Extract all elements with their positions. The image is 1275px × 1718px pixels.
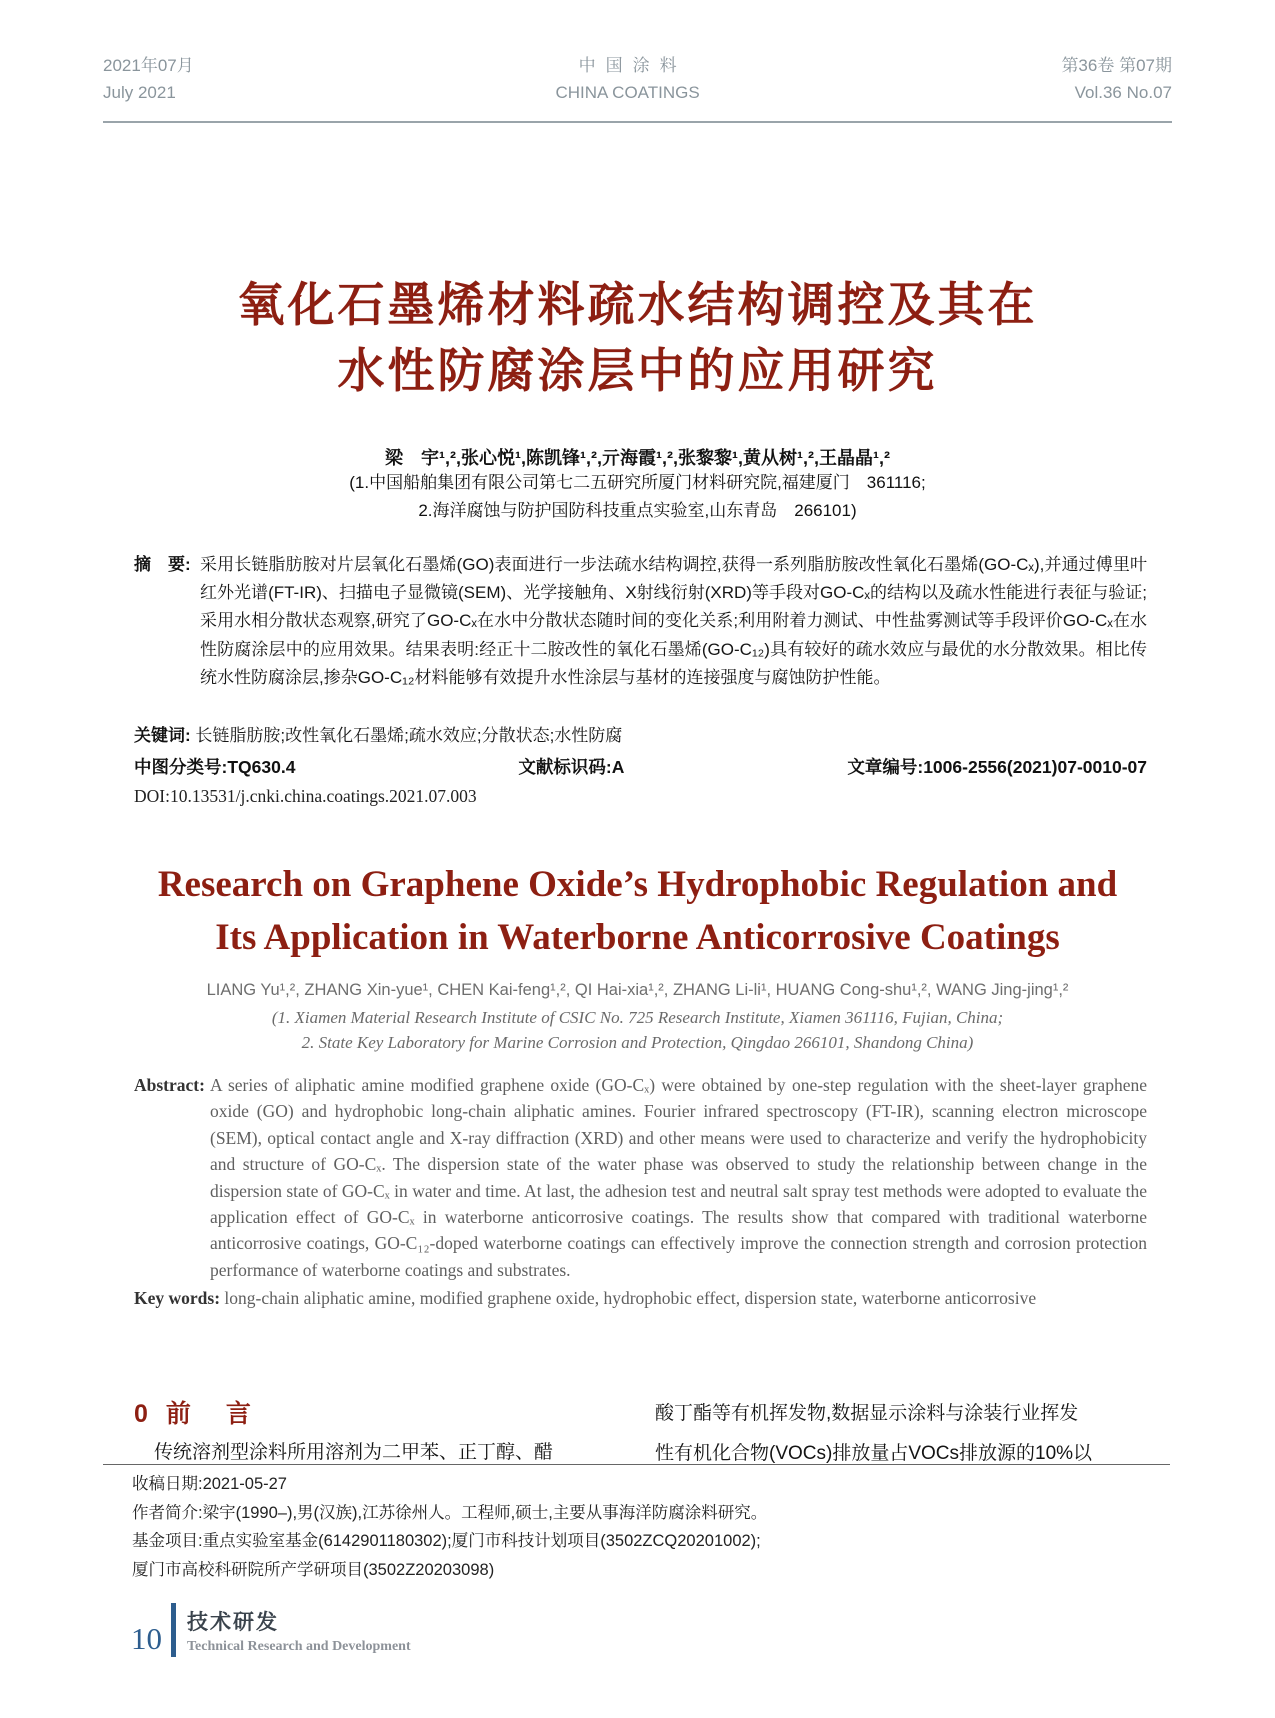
document-code [518, 754, 624, 779]
footer-column-en: Technical Research and Development [187, 1638, 411, 1654]
intro-column-right-line2: 性有机化合物(VOCs)排放量占VOCs排放源的10%以 [655, 1443, 1093, 1464]
section-0-heading [134, 1394, 265, 1430]
article-title-en-line2: Its Application in Waterborne Anticorrosive Coatings [215, 917, 1060, 958]
footnote-fund-line2: 厦门市高校科研院所产学研项目(3502Z20203098) [132, 1561, 495, 1580]
abstract-en [134, 1072, 1147, 1283]
authors-cn: 梁 宇¹,²,张心悦¹,陈凯锋¹,²,亓海霞¹,²,张黎黎¹,黄从树¹,²,王晶晶¹,² [385, 448, 890, 468]
article-title-cn-line1: 氧化石墨烯材料疏水结构调控及其在 [237, 278, 1038, 331]
footnote-received-date: 收稿日期:2021-05-27 [132, 1475, 287, 1493]
header-issue-date [103, 52, 194, 106]
section-0-number: 0 [134, 1400, 148, 1428]
affiliation-en-line2: 2. State Key Laboratory for Marine Corrosion and Protection, Qingdao 266101, Shandong China) [301, 1033, 974, 1052]
journal-name-cn: 中国涂料 [578, 56, 687, 75]
clc-value: TQ630.4 [227, 757, 296, 777]
article-title-en-line1: Research on Graphene Oxide’s Hydrophobic Regulation and [157, 864, 1118, 905]
affiliation-cn-line2: 2.海洋腐蚀与防护国防科技重点实验室,山东青岛 266101) [418, 501, 857, 520]
keywords-cn-label: 关键词: [134, 726, 191, 745]
journal-name-en: CHINA COATINGS [555, 83, 700, 102]
article-id [847, 754, 1147, 779]
footer-column-name [187, 1603, 411, 1657]
authors-en: LIANG Yu¹,², ZHANG Xin-yue¹, CHEN Kai-feng¹,², QI Hai-xia¹,², ZHANG Li-li¹, HUANG Cong-shu¹,², WANG Jing-jing¹,² [206, 981, 1069, 999]
keywords-cn-text: 长链脂肪胺;改性氧化石墨烯;疏水效应;分散状态;水性防腐 [195, 726, 623, 745]
page-footer [131, 1603, 411, 1657]
footnote-divider [103, 1464, 1170, 1465]
header-date-cn: 2021年07月 [103, 56, 194, 75]
affiliations-cn [0, 469, 1275, 525]
header-volume-issue [1061, 52, 1172, 106]
article-id-label: 文章编号: [847, 757, 924, 777]
keywords-en-label: Key words: [134, 1288, 221, 1308]
header-journal-name [555, 52, 699, 106]
intro-column-right-line1: 酸丁酯等有机挥发物,数据显示涂料与涂装行业挥发 [655, 1403, 1079, 1424]
section-0-title: 前 言 [165, 1400, 265, 1428]
keywords-en [134, 1288, 1147, 1309]
header-issue-cn: 第36卷 第07期 [1061, 56, 1172, 75]
footnote-author-bio: 作者简介:梁宇(1990–),男(汉族),江苏徐州人。工程师,硕士,主要从事海洋防腐涂料研究。 [132, 1503, 768, 1522]
header-divider [103, 121, 1172, 123]
article-title-en [0, 858, 1275, 964]
header-date-en: July 2021 [103, 83, 176, 102]
footnotes [132, 1470, 1147, 1585]
footnote-fund-line1: 基金项目:重点实验室基金(6142901180302);厦门市科技计划项目(3502ZCQ20201002); [132, 1532, 761, 1551]
abstract-cn [134, 551, 1147, 692]
running-header [103, 52, 1172, 106]
keywords-cn [134, 721, 1147, 746]
affiliation-en-line1: (1. Xiamen Material Research Institute of CSIC No. 725 Research Institute, Xiamen 361116, Fujian, China; [271, 1008, 1004, 1027]
keywords-en-text: long-chain aliphatic amine, modified graphene oxide, hydrophobic effect, dispersion state, waterborne anticorrosive [224, 1288, 1037, 1308]
header-issue-en: Vol.36 No.07 [1074, 83, 1172, 102]
article-title-cn-line2: 水性防腐涂层中的应用研究 [337, 344, 938, 397]
footer-vertical-bar [171, 1603, 176, 1657]
classification-row [134, 754, 1147, 779]
intro-column-left: 传统溶剂型涂料所用溶剂为二甲苯、正丁醇、醋 [154, 1442, 554, 1463]
clc-label: 中图分类号: [134, 757, 228, 777]
abstract-en-label: Abstract: [134, 1075, 205, 1095]
abstract-cn-text: 采用长链脂肪胺对片层氧化石墨烯(GO)表面进行一步法疏水结构调控,获得一系列脂肪胺改性氧化石墨烯(GO-Cₓ),并通过傅里叶红外光谱(FT-IR)、扫描电子显微镜(SEM)、光学接触角、X射线衍射(XRD)等手段对GO-Cₓ的结构以及疏水性能进行表征与验证;采用水相分散状态观察,研究了GO-Cₓ在水中分散状态随时间的变化关系;利用附着力测试、中性盐雾测试等手段评价GO-Cₓ在水性防腐涂层中的应用效果。结果表明:经正十二胺改性的氧化石墨烯(GO-C₁₂)具有较好的疏水效应与最优的水分散效果。相比传统水性防腐涂层,掺杂GO-C₁₂材料能够有效提升水性涂层与基材的连接强度与腐蚀防护性能。 [200, 555, 1147, 687]
page-number: 10 [131, 1621, 162, 1656]
document-code-label: 文献标识码: [518, 757, 612, 777]
affiliation-cn-line1: (1.中国船舶集团有限公司第七二五研究所厦门材料研究院,福建厦门 361116; [349, 473, 926, 492]
intro-column-right [655, 1394, 1150, 1474]
footer-column-cn: 技术研发 [187, 1610, 279, 1634]
article-title-cn [0, 272, 1275, 404]
document-code-value: A [611, 757, 625, 777]
abstract-cn-label: 摘 要: [134, 555, 191, 574]
abstract-en-text: A series of aliphatic amine modified graphene oxide (GO-Cₓ) were obtained by one-step regulation with the sheet-layer graphene oxide (GO) and hydrophobic long-chain aliphatic amines. Fourier infrared spectroscopy (FT-IR), scanning electron microscope (SEM), optical contact angle and X-ray diffraction (XRD) and other means were used to characterize and verify the hydrophobicity and structure of GO-Cₓ. The dispersion state of the water phase was observed to study the relationship between change in the dispersion state of GO-Cₓ in water and time. At last, the adhesion test and neutral salt spray test methods were adopted to evaluate the application effect of GO-Cₓ in waterborne anticorrosive coatings. The results show that compared with traditional waterborne anticorrosive coatings, GO-C₁₂-doped waterborne coatings can effectively improve the connection strength and corrosion protection performance of waterborne coatings and substrates. [210, 1075, 1147, 1280]
clc-number [134, 754, 295, 779]
article-id-value: 1006-2556(2021)07-0010-07 [923, 757, 1147, 777]
doi: DOI:10.13531/j.cnki.china.coatings.2021.07.003 [134, 786, 477, 806]
affiliations-en [0, 1005, 1275, 1055]
